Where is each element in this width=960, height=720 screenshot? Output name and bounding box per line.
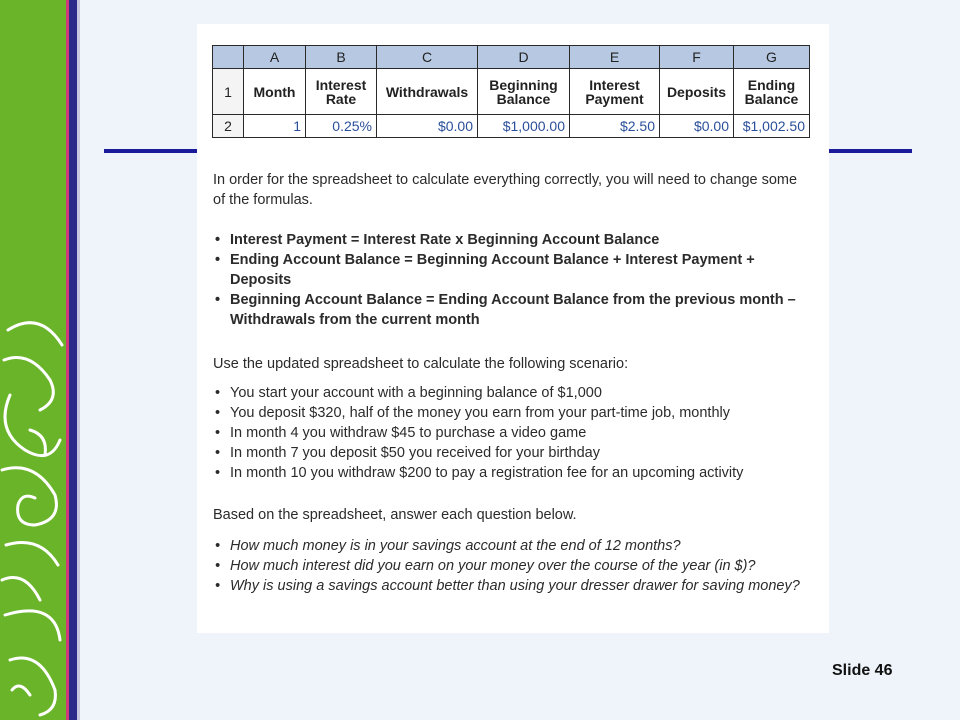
row-number: 1 <box>213 69 244 115</box>
list-item: • In month 7 you deposit $50 you received for your birthday <box>213 443 813 463</box>
value-cell: $1,002.50 <box>734 115 810 138</box>
column-header: E <box>570 46 660 69</box>
list-item: • In month 10 you withdraw $200 to pay a registration fee for an upcoming activity <box>213 463 813 483</box>
light-stripe <box>77 0 80 720</box>
slide-number: Slide 46 <box>832 662 893 679</box>
column-header: B <box>306 46 377 69</box>
row-number: 2 <box>213 115 244 138</box>
title-rule-right <box>828 149 912 153</box>
column-header: G <box>734 46 810 69</box>
content-image <box>197 24 829 633</box>
column-header: D <box>478 46 570 69</box>
label-cell: Withdrawals <box>377 69 478 115</box>
value-cell: $2.50 <box>570 115 660 138</box>
intro-text: In order for the spreadsheet to calculate everything correctly, you will need to change some of the formulas. <box>213 172 798 208</box>
label-row <box>213 69 810 115</box>
label-cell: Deposits <box>660 69 734 115</box>
label-cell: Month <box>244 69 306 115</box>
column-header: A <box>244 46 306 69</box>
blue-stripe <box>69 0 77 720</box>
corner-cell <box>213 46 244 69</box>
list-item: • Ending Account Balance = Beginning Account Balance + Interest Payment + Deposits <box>213 250 813 290</box>
formula-list <box>213 230 813 330</box>
column-header: F <box>660 46 734 69</box>
value-cell: 1 <box>244 115 306 138</box>
value-row <box>213 115 810 138</box>
decorative-sidebar <box>0 0 66 720</box>
list-item: • How much money is in your savings account at the end of 12 months? <box>213 536 813 556</box>
list-item: • Beginning Account Balance = Ending Account Balance from the previous month – Withdrawals from the current month <box>213 290 813 330</box>
list-item: • Interest Payment = Interest Rate x Beginning Account Balance <box>213 230 813 250</box>
questions-intro: Based on the spreadsheet, answer each question below. <box>213 507 577 523</box>
label-cell: Beginning Balance <box>478 69 570 115</box>
question-list <box>213 536 813 596</box>
label-cell: Interest Rate <box>306 69 377 115</box>
value-cell: $1,000.00 <box>478 115 570 138</box>
list-item: • You deposit $320, half of the money you earn from your part-time job, monthly <box>213 403 813 423</box>
list-item: • How much interest did you earn on your money over the course of the year (in $)? <box>213 556 813 576</box>
value-cell: $0.00 <box>377 115 478 138</box>
list-item: • Why is using a savings account better than using your dresser drawer for saving money? <box>213 576 813 596</box>
value-cell: 0.25% <box>306 115 377 138</box>
list-item: • You start your account with a beginning balance of $1,000 <box>213 383 813 403</box>
spreadsheet-table <box>212 45 810 138</box>
value-cell: $0.00 <box>660 115 734 138</box>
list-item: • In month 4 you withdraw $45 to purchase a video game <box>213 423 813 443</box>
scenario-list <box>213 383 813 483</box>
title-rule-left <box>104 149 198 153</box>
column-header: C <box>377 46 478 69</box>
label-cell: Interest Payment <box>570 69 660 115</box>
column-header-row <box>213 46 810 69</box>
scenario-intro: Use the updated spreadsheet to calculate the following scenario: <box>213 356 629 372</box>
swirl-pattern-icon <box>0 0 66 720</box>
label-cell: Ending Balance <box>734 69 810 115</box>
